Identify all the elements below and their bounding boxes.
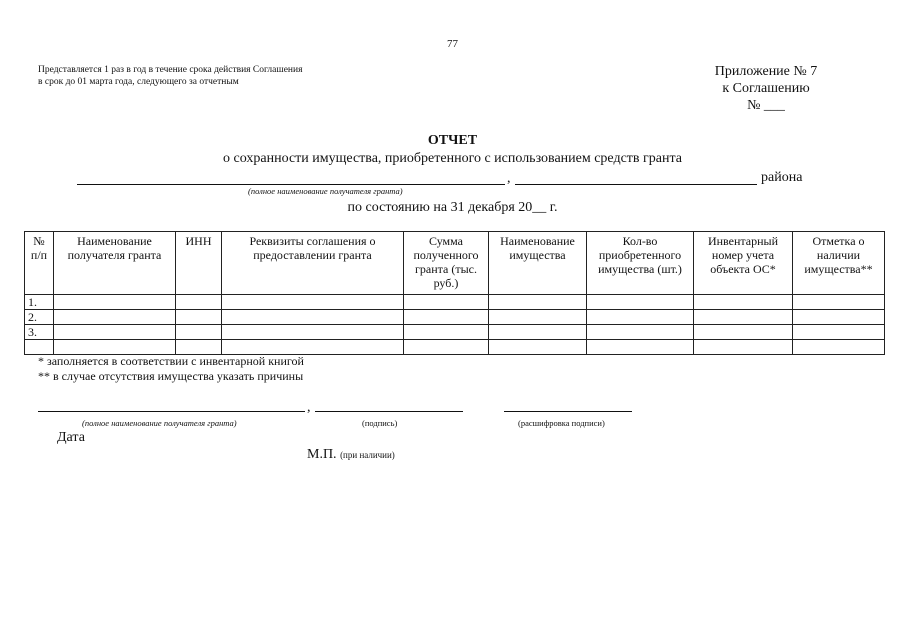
signature-name-line — [38, 411, 305, 412]
table-row — [25, 340, 885, 355]
district-name-line — [515, 184, 757, 185]
footnote-1: * заполняется в соответствии с инвентарной книгой — [38, 354, 304, 368]
header-property-name: Наименование имущества — [489, 232, 587, 295]
report-subtitle: о сохранности имущества, приобретенного с использованием средств гранта — [223, 151, 682, 166]
submission-note — [38, 64, 302, 88]
recipient-name-line — [77, 184, 505, 185]
page-number: 77 — [447, 38, 458, 50]
row-number — [25, 340, 54, 355]
appendix-line-3: № ___ — [747, 98, 785, 113]
footnotes — [38, 354, 304, 384]
header-number: № п/п — [25, 232, 54, 295]
stamp-note: (при наличии) — [340, 450, 395, 460]
signature-name-caption: (полное наименование получателя гранта) — [82, 418, 237, 428]
appendix-line-2: к Соглашению — [722, 81, 810, 96]
header-grant-amount: Сумма полученного гранта (тыс. руб.) — [404, 232, 489, 295]
appendix-block — [680, 63, 852, 114]
as-of-date: по состоянию на 31 декабря 20__ г. — [347, 200, 558, 215]
date-label: Дата — [57, 430, 85, 445]
report-title: ОТЧЕТ — [427, 133, 478, 148]
submission-note-line-2: в срок до 01 марта года, следующего за отчетным — [38, 77, 239, 87]
row-number: 1. — [25, 295, 54, 310]
header-quantity: Кол-во приобретенного имущества (шт.) — [587, 232, 694, 295]
table-row — [25, 295, 885, 310]
signature-decode-line — [504, 411, 632, 412]
header-agreement: Реквизиты соглашения о предоставлении гранта — [222, 232, 404, 295]
district-suffix: района — [761, 170, 803, 185]
footnote-2: ** в случае отсутствия имущества указать причины — [38, 369, 304, 383]
signature-decode-caption: (расшифровка подписи) — [518, 418, 605, 428]
header-inn: ИНН — [176, 232, 222, 295]
row-number: 3. — [25, 325, 54, 340]
signature-comma: , — [307, 400, 311, 415]
row-number: 2. — [25, 310, 54, 325]
signature-sign-line — [315, 411, 463, 412]
stamp-label: М.П. — [307, 447, 337, 462]
table-header-row — [25, 232, 885, 295]
recipient-comma: , — [507, 171, 511, 186]
stamp-place — [307, 447, 395, 463]
signature-sign-caption: (подпись) — [362, 418, 398, 428]
header-inventory-number: Инвентарный номер учета объекта ОС* — [694, 232, 793, 295]
header-availability: Отметка о наличии имущества** — [793, 232, 885, 295]
table-row — [25, 310, 885, 325]
header-recipient: Наименование получателя гранта — [54, 232, 176, 295]
recipient-caption: (полное наименование получателя гранта) — [248, 186, 403, 196]
property-table — [24, 231, 885, 355]
submission-note-line-1: Представляется 1 раз в год в течение срока действия Соглашения — [38, 65, 303, 75]
table-row — [25, 325, 885, 340]
appendix-line-1: Приложение № 7 — [714, 64, 818, 79]
